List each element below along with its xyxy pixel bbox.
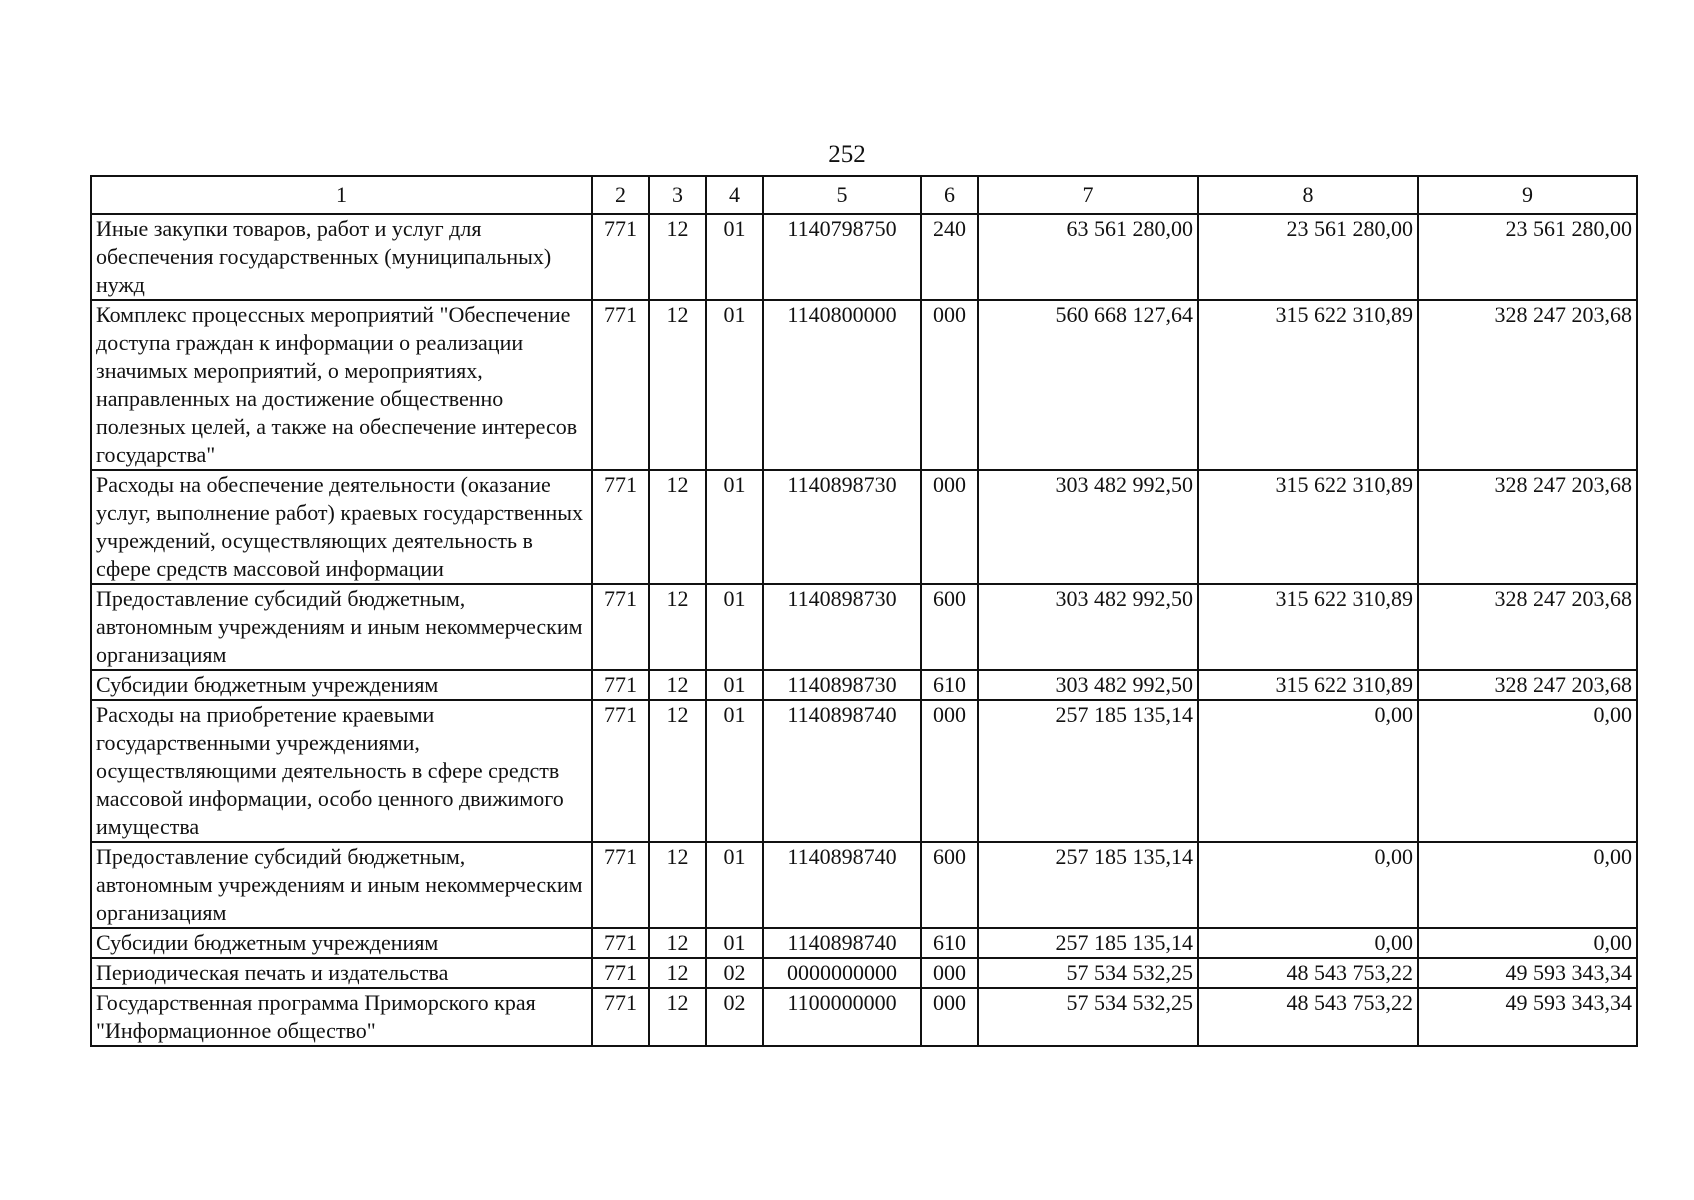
row-code-4: 01 — [706, 842, 763, 928]
row-code-3: 12 — [649, 214, 706, 300]
budget-table — [90, 175, 1638, 1047]
row-name: Комплекс процессных мероприятий "Обеспечение доступа граждан к информации о реализации значимых мероприятий, о мероприятиях, направленных на достижение общественно полезных целей, а также на обеспечение интересов государства" — [91, 300, 592, 470]
header-cell-4: 4 — [706, 176, 763, 214]
row-amount-7: 57 534 532,25 — [978, 988, 1198, 1046]
row-amount-7: 63 561 280,00 — [978, 214, 1198, 300]
table-row — [91, 700, 1637, 842]
row-amount-7: 303 482 992,50 — [978, 670, 1198, 700]
row-code-3: 12 — [649, 670, 706, 700]
row-code-6: 610 — [921, 928, 978, 958]
header-cell-7: 7 — [978, 176, 1198, 214]
header-cell-1: 1 — [91, 176, 592, 214]
row-amount-8: 0,00 — [1198, 842, 1418, 928]
row-code-4: 01 — [706, 928, 763, 958]
row-code-6: 240 — [921, 214, 978, 300]
row-code-6: 600 — [921, 584, 978, 670]
row-amount-8: 0,00 — [1198, 928, 1418, 958]
row-code-4: 01 — [706, 214, 763, 300]
row-name: Субсидии бюджетным учреждениям — [91, 928, 592, 958]
row-amount-7: 257 185 135,14 — [978, 842, 1198, 928]
table-row — [91, 958, 1637, 988]
row-code-3: 12 — [649, 584, 706, 670]
row-name: Периодическая печать и издательства — [91, 958, 592, 988]
row-code-5: 1100000000 — [763, 988, 921, 1046]
row-amount-8: 315 622 310,89 — [1198, 300, 1418, 470]
row-amount-8: 23 561 280,00 — [1198, 214, 1418, 300]
row-code-3: 12 — [649, 928, 706, 958]
row-code-3: 12 — [649, 842, 706, 928]
row-code-2: 771 — [592, 214, 649, 300]
row-code-3: 12 — [649, 988, 706, 1046]
header-cell-3: 3 — [649, 176, 706, 214]
row-name: Иные закупки товаров, работ и услуг для обеспечения государственных (муниципальных) нужд — [91, 214, 592, 300]
row-amount-8: 48 543 753,22 — [1198, 988, 1418, 1046]
row-code-4: 01 — [706, 470, 763, 584]
row-code-5: 1140898740 — [763, 842, 921, 928]
table-row — [91, 928, 1637, 958]
row-amount-9: 49 593 343,34 — [1418, 988, 1637, 1046]
row-code-5: 1140800000 — [763, 300, 921, 470]
header-cell-2: 2 — [592, 176, 649, 214]
row-code-3: 12 — [649, 300, 706, 470]
row-amount-7: 303 482 992,50 — [978, 584, 1198, 670]
row-amount-9: 0,00 — [1418, 842, 1637, 928]
table-row — [91, 670, 1637, 700]
row-code-5: 1140898740 — [763, 928, 921, 958]
row-code-2: 771 — [592, 842, 649, 928]
row-amount-8: 315 622 310,89 — [1198, 584, 1418, 670]
row-name: Субсидии бюджетным учреждениям — [91, 670, 592, 700]
row-code-3: 12 — [649, 700, 706, 842]
row-amount-7: 257 185 135,14 — [978, 700, 1198, 842]
row-code-2: 771 — [592, 470, 649, 584]
table-row — [91, 842, 1637, 928]
row-amount-9: 23 561 280,00 — [1418, 214, 1637, 300]
row-amount-9: 0,00 — [1418, 928, 1637, 958]
row-code-2: 771 — [592, 958, 649, 988]
row-code-5: 0000000000 — [763, 958, 921, 988]
row-code-6: 000 — [921, 300, 978, 470]
row-code-2: 771 — [592, 584, 649, 670]
row-name: Расходы на приобретение краевыми государственными учреждениями, осуществляющими деятельность в сфере средств массовой информации, особо ценного движимого имущества — [91, 700, 592, 842]
row-amount-8: 48 543 753,22 — [1198, 958, 1418, 988]
row-name: Предоставление субсидий бюджетным, автономным учреждениям и иным некоммерческим организациям — [91, 842, 592, 928]
row-code-6: 600 — [921, 842, 978, 928]
row-amount-7: 257 185 135,14 — [978, 928, 1198, 958]
row-code-2: 771 — [592, 928, 649, 958]
row-amount-9: 49 593 343,34 — [1418, 958, 1637, 988]
table-row — [91, 470, 1637, 584]
row-amount-9: 328 247 203,68 — [1418, 300, 1637, 470]
row-code-5: 1140898740 — [763, 700, 921, 842]
row-amount-7: 57 534 532,25 — [978, 958, 1198, 988]
row-code-5: 1140898730 — [763, 470, 921, 584]
row-code-6: 000 — [921, 470, 978, 584]
header-cell-6: 6 — [921, 176, 978, 214]
table-row — [91, 584, 1637, 670]
row-code-2: 771 — [592, 670, 649, 700]
row-amount-9: 328 247 203,68 — [1418, 470, 1637, 584]
row-name: Предоставление субсидий бюджетным, автономным учреждениям и иным некоммерческим организациям — [91, 584, 592, 670]
table-row — [91, 214, 1637, 300]
table-row — [91, 988, 1637, 1046]
table-row — [91, 300, 1637, 470]
row-amount-9: 328 247 203,68 — [1418, 670, 1637, 700]
header-cell-8: 8 — [1198, 176, 1418, 214]
row-amount-9: 0,00 — [1418, 700, 1637, 842]
row-code-6: 000 — [921, 958, 978, 988]
header-cell-5: 5 — [763, 176, 921, 214]
header-cell-9: 9 — [1418, 176, 1637, 214]
row-amount-7: 560 668 127,64 — [978, 300, 1198, 470]
row-code-6: 000 — [921, 988, 978, 1046]
row-amount-8: 315 622 310,89 — [1198, 470, 1418, 584]
row-amount-7: 303 482 992,50 — [978, 470, 1198, 584]
row-code-5: 1140898730 — [763, 670, 921, 700]
page-number: 252 — [828, 141, 866, 168]
row-code-6: 000 — [921, 700, 978, 842]
row-name: Расходы на обеспечение деятельности (оказание услуг, выполнение работ) краевых государственных учреждений, осуществляющих деятельность в сфере средств массовой информации — [91, 470, 592, 584]
row-code-3: 12 — [649, 470, 706, 584]
row-name: Государственная программа Приморского края "Информационное общество" — [91, 988, 592, 1046]
row-code-4: 02 — [706, 958, 763, 988]
row-code-3: 12 — [649, 958, 706, 988]
row-code-2: 771 — [592, 300, 649, 470]
row-code-4: 01 — [706, 300, 763, 470]
row-code-2: 771 — [592, 700, 649, 842]
row-amount-8: 0,00 — [1198, 700, 1418, 842]
row-code-4: 01 — [706, 670, 763, 700]
header-row — [91, 176, 1637, 214]
row-code-5: 1140898730 — [763, 584, 921, 670]
row-code-4: 01 — [706, 700, 763, 842]
row-code-4: 01 — [706, 584, 763, 670]
row-code-4: 02 — [706, 988, 763, 1046]
row-code-2: 771 — [592, 988, 649, 1046]
row-amount-9: 328 247 203,68 — [1418, 584, 1637, 670]
row-code-6: 610 — [921, 670, 978, 700]
row-amount-8: 315 622 310,89 — [1198, 670, 1418, 700]
row-code-5: 1140798750 — [763, 214, 921, 300]
